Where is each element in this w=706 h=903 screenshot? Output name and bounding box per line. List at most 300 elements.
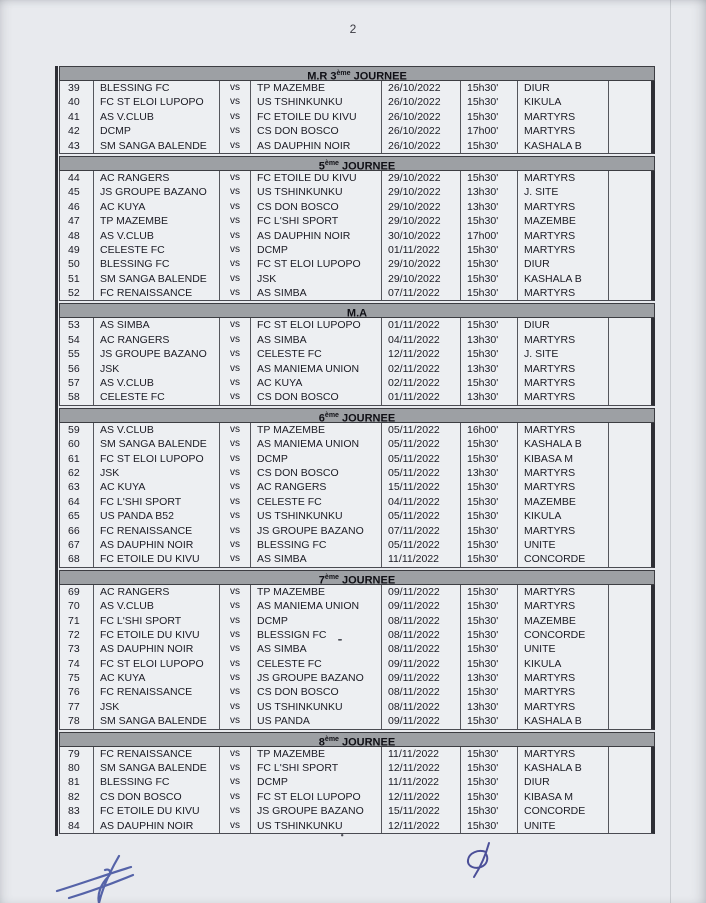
match-time: 15h30' — [461, 642, 518, 656]
match-date: 29/10/2022 — [382, 272, 461, 286]
match-number: 52 — [60, 286, 94, 300]
away-team: BLESSIGN FC — [251, 628, 382, 642]
vs-label: vs — [220, 200, 251, 214]
match-venue: MARTYRS — [518, 671, 609, 685]
home-team: CELESTE FC — [94, 243, 220, 257]
match-date: 01/11/2022 — [382, 243, 461, 257]
empty-cell — [609, 642, 651, 656]
match-venue: MARTYRS — [518, 376, 609, 390]
match-row — [60, 362, 651, 376]
vs-label: vs — [220, 333, 251, 347]
away-team: FC ST ELOI LUPOPO — [251, 318, 382, 332]
match-time: 15h30' — [461, 495, 518, 509]
away-team: US PANDA — [251, 714, 382, 728]
vs-label: vs — [220, 671, 251, 685]
match-number: 74 — [60, 657, 94, 671]
journee-title-text: JOURNEE — [338, 574, 396, 587]
match-time: 15h30' — [461, 524, 518, 538]
away-team: FC ETOILE DU KIVU — [251, 171, 382, 185]
journee-section — [59, 732, 655, 834]
empty-cell — [609, 819, 651, 833]
home-team: DCMP — [94, 124, 220, 138]
home-team: BLESSING FC — [94, 81, 220, 95]
match-number: 62 — [60, 466, 94, 480]
match-venue: MARTYRS — [518, 423, 609, 437]
home-team: FC ST ELOI LUPOPO — [94, 657, 220, 671]
match-row — [60, 81, 651, 95]
empty-cell — [609, 257, 651, 271]
empty-cell — [609, 714, 651, 728]
match-number: 65 — [60, 509, 94, 523]
away-team: AS SIMBA — [251, 642, 382, 656]
home-team: FC L'SHI SPORT — [94, 495, 220, 509]
match-number: 53 — [60, 318, 94, 332]
journee-title-text: JOURNEE — [350, 70, 407, 83]
empty-cell — [609, 480, 651, 494]
match-time: 13h30' — [461, 185, 518, 199]
home-team: BLESSING FC — [94, 257, 220, 271]
match-venue: CONCORDE — [518, 552, 609, 566]
empty-cell — [609, 423, 651, 437]
journee-rows — [59, 318, 655, 405]
match-venue: MARTYRS — [518, 171, 609, 185]
empty-cell — [609, 376, 651, 390]
match-venue: KASHALA B — [518, 761, 609, 775]
match-date: 26/10/2022 — [382, 110, 461, 124]
home-team: SM SANGA BALENDE — [94, 139, 220, 153]
empty-cell — [609, 599, 651, 613]
home-team: AS SIMBA — [94, 318, 220, 332]
match-row — [60, 819, 651, 833]
away-team: JSK — [251, 272, 382, 286]
match-row — [60, 480, 651, 494]
empty-cell — [609, 538, 651, 552]
empty-cell — [609, 552, 651, 566]
match-venue: UNITE — [518, 642, 609, 656]
match-date: 02/11/2022 — [382, 362, 461, 376]
match-venue: MARTYRS — [518, 524, 609, 538]
vs-label: vs — [220, 81, 251, 95]
match-time: 15h30' — [461, 95, 518, 109]
empty-cell — [609, 390, 651, 404]
match-number: 67 — [60, 538, 94, 552]
match-time: 15h30' — [461, 775, 518, 789]
empty-cell — [609, 286, 651, 300]
vs-label: vs — [220, 775, 251, 789]
match-number: 45 — [60, 185, 94, 199]
match-time: 15h30' — [461, 552, 518, 566]
match-number: 44 — [60, 171, 94, 185]
match-time: 15h30' — [461, 614, 518, 628]
away-team: AS MANIEMA UNION — [251, 599, 382, 613]
match-venue: MARTYRS — [518, 333, 609, 347]
match-row — [60, 214, 651, 228]
vs-label: vs — [220, 110, 251, 124]
away-team: JS GROUPE BAZANO — [251, 524, 382, 538]
match-time: 15h30' — [461, 761, 518, 775]
vs-label: vs — [220, 642, 251, 656]
match-venue: KASHALA B — [518, 139, 609, 153]
empty-cell — [609, 229, 651, 243]
match-row — [60, 333, 651, 347]
journee-title-ordinal: ème — [336, 70, 351, 77]
away-team: AS SIMBA — [251, 552, 382, 566]
match-date: 07/11/2022 — [382, 286, 461, 300]
match-number: 76 — [60, 685, 94, 699]
match-number: 64 — [60, 495, 94, 509]
match-time: 15h30' — [461, 272, 518, 286]
home-team: SM SANGA BALENDE — [94, 437, 220, 451]
match-venue: MARTYRS — [518, 480, 609, 494]
away-team: CS DON BOSCO — [251, 685, 382, 699]
home-team: FC ST ELOI LUPOPO — [94, 95, 220, 109]
home-team: JS GROUPE BAZANO — [94, 347, 220, 361]
vs-label: vs — [220, 700, 251, 714]
match-row — [60, 509, 651, 523]
match-venue: KIKULA — [518, 509, 609, 523]
journee-rows — [59, 423, 655, 568]
vs-label: vs — [220, 747, 251, 761]
away-team: AS DAUPHIN NOIR — [251, 139, 382, 153]
match-row — [60, 714, 651, 728]
match-venue: DIUR — [518, 81, 609, 95]
match-time: 15h30' — [461, 804, 518, 818]
match-row — [60, 95, 651, 109]
match-row — [60, 466, 651, 480]
match-row — [60, 804, 651, 818]
match-number: 77 — [60, 700, 94, 714]
vs-label: vs — [220, 437, 251, 451]
match-venue: KASHALA B — [518, 714, 609, 728]
match-time: 15h30' — [461, 819, 518, 833]
journee-title-ordinal: ème — [324, 573, 339, 581]
match-time: 15h30' — [461, 286, 518, 300]
empty-cell — [609, 775, 651, 789]
away-team: CELESTE FC — [251, 495, 382, 509]
match-number: 59 — [60, 423, 94, 437]
journee-title-text: M.A — [346, 308, 368, 321]
empty-cell — [609, 685, 651, 699]
match-date: 02/11/2022 — [382, 376, 461, 390]
match-date: 12/11/2022 — [382, 761, 461, 775]
away-team: AS SIMBA — [251, 286, 382, 300]
match-date: 08/11/2022 — [382, 614, 461, 628]
empty-cell — [609, 185, 651, 199]
vs-label: vs — [220, 552, 251, 566]
empty-cell — [609, 318, 651, 332]
vs-label: vs — [220, 761, 251, 775]
match-row — [60, 614, 651, 628]
empty-cell — [609, 95, 651, 109]
match-time: 15h30' — [461, 538, 518, 552]
match-venue: MARTYRS — [518, 599, 609, 613]
match-number: 39 — [60, 81, 94, 95]
journee-title-text: 7 — [318, 574, 325, 587]
journee-title-text: 8 — [318, 736, 325, 749]
empty-cell — [609, 214, 651, 228]
empty-cell — [609, 495, 651, 509]
match-venue: MARTYRS — [518, 466, 609, 480]
empty-cell — [609, 110, 651, 124]
page-fold-line — [670, 0, 671, 903]
match-row — [60, 229, 651, 243]
match-venue: MARTYRS — [518, 124, 609, 138]
empty-cell — [609, 437, 651, 451]
match-time: 15h30' — [461, 747, 518, 761]
match-row — [60, 139, 651, 153]
match-time: 13h30' — [461, 671, 518, 685]
match-number: 56 — [60, 362, 94, 376]
home-team: AC KUYA — [94, 480, 220, 494]
match-venue: MARTYRS — [518, 229, 609, 243]
match-time: 15h30' — [461, 480, 518, 494]
journee-section — [59, 408, 655, 568]
away-team: AS SIMBA — [251, 333, 382, 347]
match-date: 11/11/2022 — [382, 552, 461, 566]
home-team: AC RANGERS — [94, 171, 220, 185]
away-team: FC ST ELOI LUPOPO — [251, 790, 382, 804]
home-team: AS DAUPHIN NOIR — [94, 538, 220, 552]
match-venue: KASHALA B — [518, 437, 609, 451]
away-team: AC KUYA — [251, 376, 382, 390]
home-team: AC KUYA — [94, 200, 220, 214]
match-venue: MARTYRS — [518, 243, 609, 257]
journee-section — [59, 303, 655, 405]
match-row — [60, 452, 651, 466]
match-date: 15/11/2022 — [382, 804, 461, 818]
home-team: FC ETOILE DU KIVU — [94, 552, 220, 566]
vs-label: vs — [220, 376, 251, 390]
empty-cell — [609, 657, 651, 671]
match-venue: MARTYRS — [518, 362, 609, 376]
journee-title-text: 6 — [318, 412, 325, 425]
match-date: 30/10/2022 — [382, 229, 461, 243]
match-venue: MARTYRS — [518, 110, 609, 124]
match-date: 08/11/2022 — [382, 700, 461, 714]
match-number: 41 — [60, 110, 94, 124]
match-date: 05/11/2022 — [382, 509, 461, 523]
journee-header — [59, 303, 655, 321]
match-row — [60, 790, 651, 804]
empty-cell — [609, 171, 651, 185]
home-team: AS DAUPHIN NOIR — [94, 642, 220, 656]
match-date: 09/11/2022 — [382, 599, 461, 613]
match-number: 73 — [60, 642, 94, 656]
home-team: AS DAUPHIN NOIR — [94, 819, 220, 833]
match-time: 15h30' — [461, 585, 518, 599]
away-team: JS GROUPE BAZANO — [251, 804, 382, 818]
match-row — [60, 775, 651, 789]
vs-label: vs — [220, 599, 251, 613]
match-number: 80 — [60, 761, 94, 775]
away-team: TP MAZEMBE — [251, 585, 382, 599]
signature-right — [468, 843, 489, 877]
match-venue: UNITE — [518, 819, 609, 833]
match-row — [60, 700, 651, 714]
match-venue: MARTYRS — [518, 200, 609, 214]
match-date: 11/11/2022 — [382, 775, 461, 789]
home-team: AS V.CLUB — [94, 110, 220, 124]
match-time: 13h30' — [461, 466, 518, 480]
away-team: CELESTE FC — [251, 347, 382, 361]
vs-label: vs — [220, 185, 251, 199]
home-team: CS DON BOSCO — [94, 790, 220, 804]
journee-title-text: JOURNEE — [338, 736, 396, 749]
match-number: 48 — [60, 229, 94, 243]
journee-rows — [59, 585, 655, 730]
vs-label: vs — [220, 243, 251, 257]
journee-section — [59, 66, 655, 154]
match-time: 15h30' — [461, 790, 518, 804]
away-team: CELESTE FC — [251, 657, 382, 671]
away-team: DCMP — [251, 452, 382, 466]
match-venue: KASHALA B — [518, 272, 609, 286]
vs-label: vs — [220, 657, 251, 671]
match-row — [60, 524, 651, 538]
match-row — [60, 642, 651, 656]
match-venue: MARTYRS — [518, 286, 609, 300]
away-team: CS DON BOSCO — [251, 200, 382, 214]
match-row — [60, 347, 651, 361]
match-number: 60 — [60, 437, 94, 451]
match-date: 01/11/2022 — [382, 390, 461, 404]
match-number: 82 — [60, 790, 94, 804]
match-venue: KIKULA — [518, 95, 609, 109]
match-time: 15h30' — [461, 81, 518, 95]
match-row — [60, 685, 651, 699]
home-team: JSK — [94, 362, 220, 376]
match-time: 13h30' — [461, 700, 518, 714]
match-date: 05/11/2022 — [382, 452, 461, 466]
match-number: 43 — [60, 139, 94, 153]
match-number: 50 — [60, 257, 94, 271]
match-number: 69 — [60, 585, 94, 599]
vs-label: vs — [220, 685, 251, 699]
match-date: 26/10/2022 — [382, 124, 461, 138]
journee-title-ordinal: ème — [324, 735, 339, 743]
match-venue: UNITE — [518, 538, 609, 552]
match-time: 15h30' — [461, 509, 518, 523]
vs-label: vs — [220, 390, 251, 404]
away-team: TP MAZEMBE — [251, 423, 382, 437]
home-team: CELESTE FC — [94, 390, 220, 404]
match-venue: DIUR — [518, 775, 609, 789]
match-number: 68 — [60, 552, 94, 566]
empty-cell — [609, 761, 651, 775]
journee-header — [59, 408, 655, 423]
match-row — [60, 243, 651, 257]
empty-cell — [609, 347, 651, 361]
journee-rows — [59, 81, 655, 154]
match-row — [60, 257, 651, 271]
match-time: 13h30' — [461, 200, 518, 214]
journee-rows — [59, 747, 655, 834]
away-team: FC L'SHI SPORT — [251, 214, 382, 228]
match-time: 15h30' — [461, 318, 518, 332]
match-row — [60, 171, 651, 185]
match-row — [60, 390, 651, 404]
match-date: 05/11/2022 — [382, 437, 461, 451]
match-date: 29/10/2022 — [382, 200, 461, 214]
signature-left — [57, 856, 133, 903]
match-date: 07/11/2022 — [382, 524, 461, 538]
match-time: 15h30' — [461, 214, 518, 228]
match-number: 75 — [60, 671, 94, 685]
vs-label: vs — [220, 480, 251, 494]
vs-label: vs — [220, 124, 251, 138]
match-number: 66 — [60, 524, 94, 538]
vs-label: vs — [220, 214, 251, 228]
match-date: 05/11/2022 — [382, 538, 461, 552]
away-team: JS GROUPE BAZANO — [251, 671, 382, 685]
match-row — [60, 200, 651, 214]
match-date: 26/10/2022 — [382, 81, 461, 95]
match-time: 15h30' — [461, 139, 518, 153]
match-row — [60, 599, 651, 613]
match-row — [60, 423, 651, 437]
match-row — [60, 185, 651, 199]
match-time: 15h30' — [461, 347, 518, 361]
empty-cell — [609, 81, 651, 95]
home-team: AS V.CLUB — [94, 599, 220, 613]
home-team: AC RANGERS — [94, 333, 220, 347]
match-date: 26/10/2022 — [382, 139, 461, 153]
home-team: SM SANGA BALENDE — [94, 272, 220, 286]
match-number: 40 — [60, 95, 94, 109]
away-team: TP MAZEMBE — [251, 747, 382, 761]
match-date: 01/11/2022 — [382, 318, 461, 332]
match-venue: CONCORDE — [518, 804, 609, 818]
match-number: 49 — [60, 243, 94, 257]
empty-cell — [609, 524, 651, 538]
match-date: 09/11/2022 — [382, 657, 461, 671]
empty-cell — [609, 747, 651, 761]
vs-label: vs — [220, 714, 251, 728]
match-time: 15h30' — [461, 437, 518, 451]
match-row — [60, 318, 651, 332]
match-venue: MAZEMBE — [518, 495, 609, 509]
vs-label: vs — [220, 95, 251, 109]
vs-label: vs — [220, 804, 251, 818]
match-row — [60, 110, 651, 124]
match-time: 15h30' — [461, 171, 518, 185]
vs-label: vs — [220, 466, 251, 480]
home-team: AC RANGERS — [94, 585, 220, 599]
page-number: 2 — [349, 22, 357, 36]
match-time: 15h30' — [461, 599, 518, 613]
home-team: FC RENAISSANCE — [94, 685, 220, 699]
match-time: 15h30' — [461, 714, 518, 728]
away-team: FC L'SHI SPORT — [251, 761, 382, 775]
match-number: 83 — [60, 804, 94, 818]
match-number: 46 — [60, 200, 94, 214]
match-date: 08/11/2022 — [382, 628, 461, 642]
away-team: DCMP — [251, 243, 382, 257]
match-time: 13h30' — [461, 362, 518, 376]
match-row — [60, 124, 651, 138]
home-team: JSK — [94, 466, 220, 480]
match-row — [60, 437, 651, 451]
away-team: CS DON BOSCO — [251, 390, 382, 404]
match-row — [60, 538, 651, 552]
home-team: SM SANGA BALENDE — [94, 761, 220, 775]
home-team: AC KUYA — [94, 671, 220, 685]
match-time: 15h30' — [461, 243, 518, 257]
away-team: DCMP — [251, 614, 382, 628]
match-date: 04/11/2022 — [382, 495, 461, 509]
empty-cell — [609, 628, 651, 642]
match-date: 12/11/2022 — [382, 819, 461, 833]
